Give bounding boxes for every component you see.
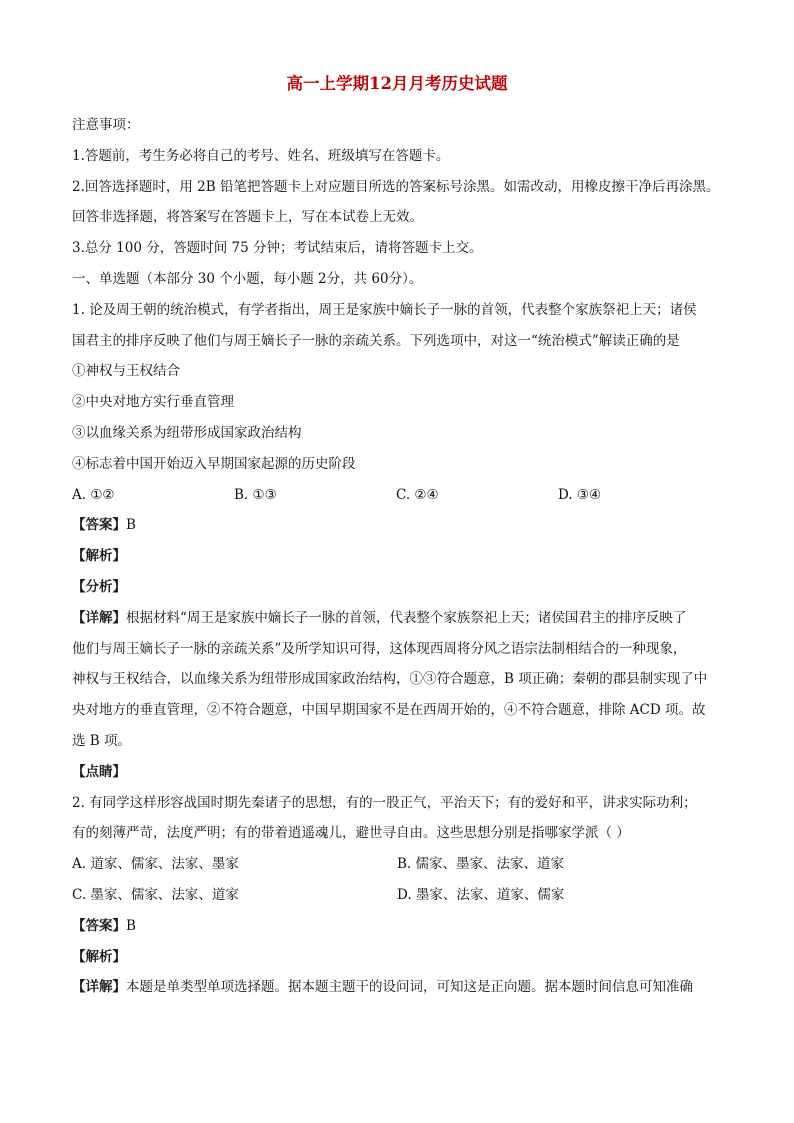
q1-fenxi-label: 【分析】 xyxy=(72,578,126,595)
page-title: 高一上学期12月月考历史试题 xyxy=(286,74,508,93)
q1-statement: ③以血缘关系为纽带形成国家政治结构 xyxy=(72,424,302,441)
detail-label: 【详解】 xyxy=(72,979,126,996)
q2-option-c: C. 墨家、儒家、法家、道家 xyxy=(72,886,239,903)
q1-option-d: D. ③④ xyxy=(558,486,602,503)
q1-detail-line: 他们与周王嫡长子一脉的亲疏关系”及所学知识可得，这体现西周将分风之语宗法制相结合的一种现象， xyxy=(72,640,687,657)
q1-answer xyxy=(72,510,722,541)
q2-option-b: B. 儒家、墨家、法家、道家 xyxy=(397,856,565,873)
q1-detail xyxy=(72,603,722,634)
detail-text: 本题是单类型单项选择题。据本题主题干的设问词，可知这是正向题。据本题时间信息可知准确 xyxy=(126,979,693,996)
notice-heading: 注意事项： xyxy=(72,117,140,133)
q1-option-c: C. ②④ xyxy=(396,486,439,503)
q1-detail-line: 选 B 项。 xyxy=(72,732,132,749)
q1-options xyxy=(72,480,722,511)
detail-text: 根据材料“周王是家族中嫡长子一脉的首领，代表整个家族祭祀上天；诸侯国君主的排序反映了 xyxy=(126,609,687,626)
q1-statement: ①神权与王权结合 xyxy=(72,363,180,380)
q1-detail-line: 神权与王权结合，以血缘关系为纽带形成国家政治结构，①③符合题意，B 项正确；秦朝的郡县制实现了中 xyxy=(72,671,708,688)
q2-answer xyxy=(72,911,722,942)
q2-options-row xyxy=(72,880,722,911)
q1-stem: 国君主的排序反映了他们与周王嫡长子一脉的亲疏关系。下列选项中，对这一“统治模式”解读正确的是 xyxy=(72,332,680,349)
q1-option-a: A. ①② xyxy=(72,486,115,503)
q2-stem: 2. 有同学这样形容战国时期先秦诸子的思想，有的一股正气，平治天下；有的爱好和平，讲求实际功利； xyxy=(72,794,697,811)
q2-detail xyxy=(72,972,722,1003)
q1-dianjing-label: 【点睛】 xyxy=(72,763,126,780)
notice-item: 回答非选择题，将答案写在答题卡上，写在本试卷上无效。 xyxy=(72,209,423,226)
answer-value: B xyxy=(126,917,136,934)
section-heading: 一、单选题（本部分 30 个小题，每小题 2分，共 60分）。 xyxy=(72,270,423,287)
q1-statement: ②中央对地方实行垂直管理 xyxy=(72,394,234,411)
q1-statement: ④标志着中国开始迈入早期国家起源的历史阶段 xyxy=(72,455,356,472)
notice-item: 3.总分 100 分，答题时间 75 分钟；考试结束后，请将答题卡上交。 xyxy=(72,240,483,257)
q2-analysis-label: 【解析】 xyxy=(72,948,126,965)
q1-detail-line: 央对地方的垂直管理，②不符合题意，中国早期国家不是在西周开始的，④不符合题意，排除 ACD 项。故 xyxy=(72,702,706,719)
answer-label: 【答案】 xyxy=(72,517,126,534)
q2-option-a: A. 道家、儒家、法家、墨家 xyxy=(72,856,239,873)
q2-stem: 有的刻薄严苛，法度严明；有的带着逍遥魂儿，避世寻自由。这些思想分别是指哪家学派（ ） xyxy=(72,825,630,842)
notice-item: 1.答题前，考生务必将自己的考号、姓名、班级填写在答题卡。 xyxy=(72,147,450,164)
q1-option-b: B. ①③ xyxy=(234,486,277,503)
q1-analysis-label: 【解析】 xyxy=(72,548,126,565)
detail-label: 【详解】 xyxy=(72,609,126,626)
q1-stem: 1. 论及周王朝的统治模式，有学者指出，周王是家族中嫡长子一脉的首领，代表整个家族祭祀上天；诸侯 xyxy=(72,301,697,318)
q2-options-row xyxy=(72,849,722,880)
answer-value: B xyxy=(126,517,136,534)
q2-option-d: D. 墨家、法家、道家、儒家 xyxy=(397,886,565,903)
notice-item: 2.回答选择题时，用 2B 铅笔把答题卡上对应题目所选的答案标号涂黑。如需改动，用橡皮擦干净后再涂黑。 xyxy=(72,178,720,195)
answer-label: 【答案】 xyxy=(72,917,126,934)
